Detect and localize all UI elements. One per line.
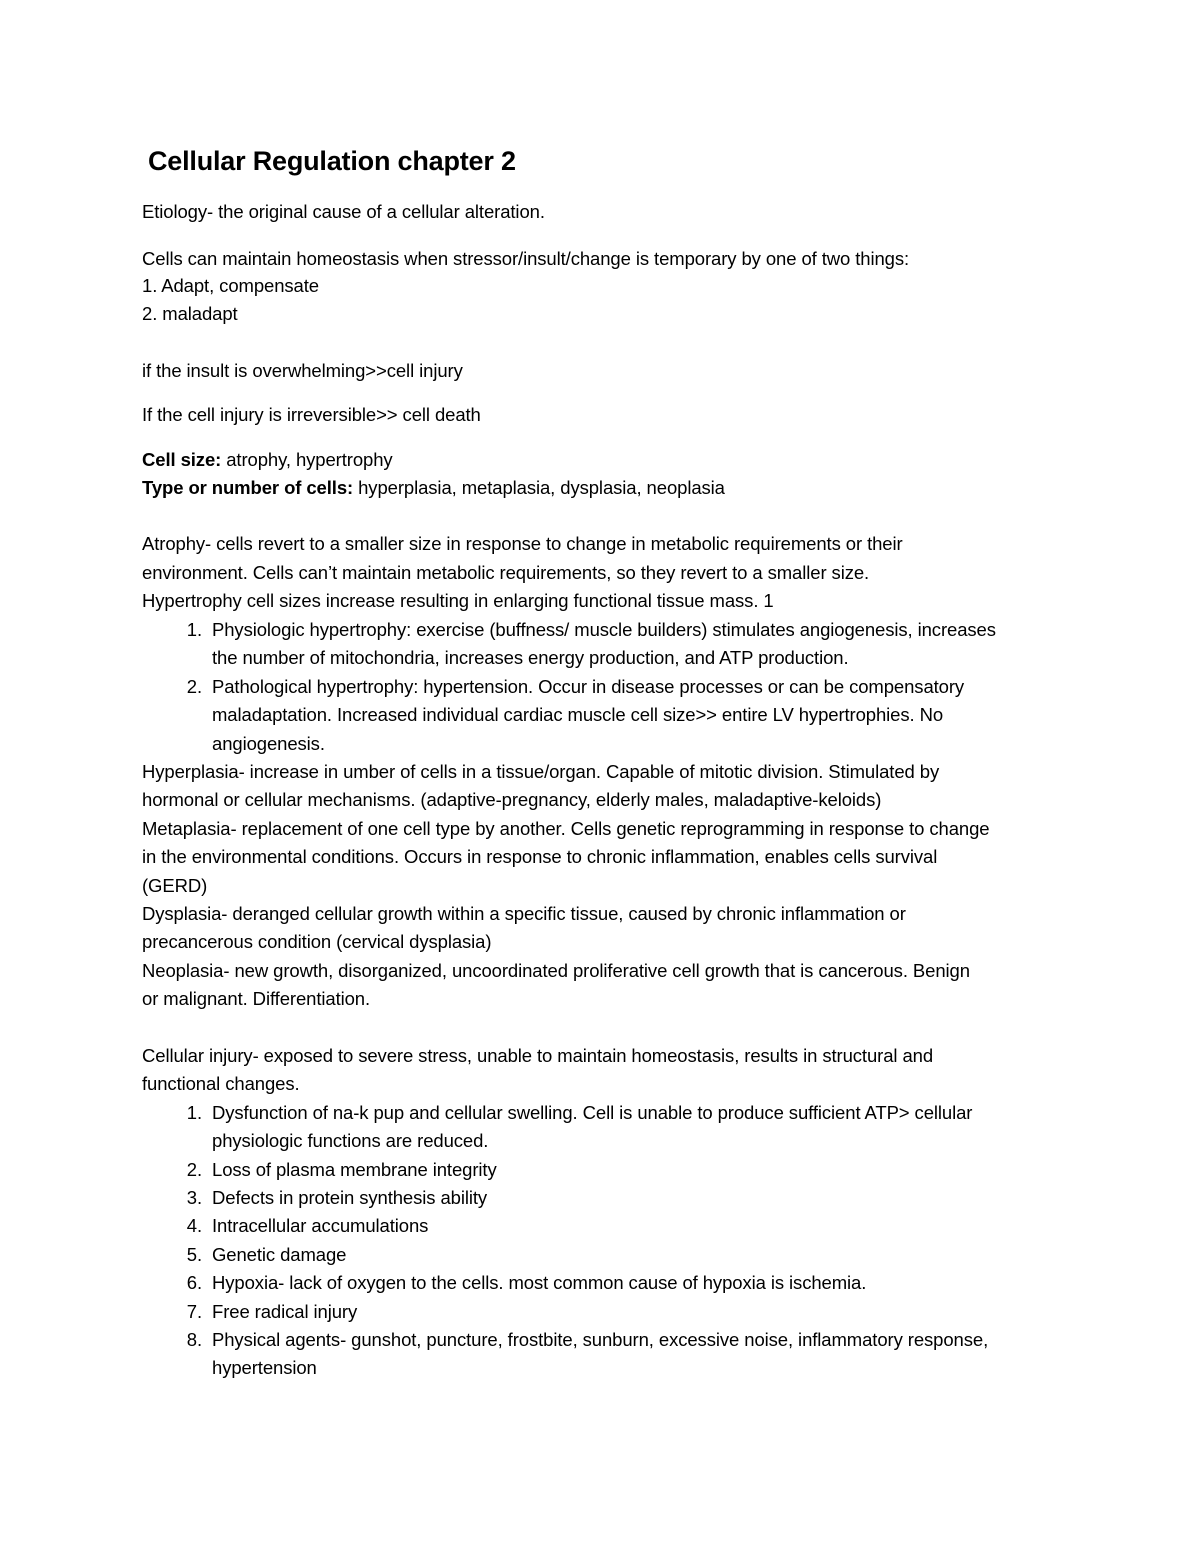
document-title: Cellular Regulation chapter 2	[148, 146, 516, 176]
cell-type-line	[142, 477, 725, 499]
list-item: Pathological hypertrophy: hypertension. Occur in disease processes or can be compensatory	[212, 676, 965, 697]
definition-line: Metaplasia- replacement of one cell type by another. Cells genetic reprogramming in response to change	[142, 818, 990, 839]
death-line: If the cell injury is irreversible>> cell death	[142, 404, 481, 425]
list-item: physiologic functions are reduced.	[212, 1130, 489, 1151]
list-number: 8.	[186, 1329, 202, 1350]
list-item: the number of mitochondria, increases energy production, and ATP production.	[212, 647, 849, 668]
list-number: 4.	[186, 1215, 202, 1236]
definition-line: Dysplasia- deranged cellular growth within a specific tissue, caused by chronic inflammation or	[142, 903, 906, 924]
list-item: Dysfunction of na-k pup and cellular swelling. Cell is unable to produce sufficient ATP> cellular	[212, 1102, 973, 1123]
injury-line: functional changes.	[142, 1073, 300, 1094]
list-number: 2.	[186, 1159, 202, 1180]
list-number: 1.	[186, 619, 202, 640]
cell-size-text: atrophy, hypertrophy	[221, 449, 393, 470]
list-item: Physical agents- gunshot, puncture, frostbite, sunburn, excessive noise, inflammatory response,	[212, 1329, 989, 1350]
definition-line: Hyperplasia- increase in umber of cells in a tissue/organ. Capable of mitotic division. Stimulated by	[142, 761, 940, 782]
homeostasis-option: 1. Adapt, compensate	[142, 275, 319, 296]
insult-line: if the insult is overwhelming>>cell injury	[142, 360, 463, 381]
definition-line: (GERD)	[142, 875, 208, 896]
list-number: 7.	[186, 1301, 202, 1322]
list-item: maladaptation. Increased individual cardiac muscle cell size>> entire LV hypertrophies. No	[212, 704, 944, 725]
homeostasis-option: 2. maladapt	[142, 303, 238, 324]
list-number: 2.	[186, 676, 202, 697]
cell-type-label: Type or number of cells:	[142, 477, 354, 498]
list-item: Genetic damage	[212, 1244, 347, 1265]
atrophy-line: Atrophy- cells revert to a smaller size in response to change in metabolic requirements or their	[142, 533, 903, 554]
cell-type-text: hyperplasia, metaplasia, dysplasia, neoplasia	[353, 477, 725, 498]
definition-line: in the environmental conditions. Occurs in response to chronic inflammation, enables cells survival	[142, 846, 938, 867]
list-item: Loss of plasma membrane integrity	[212, 1159, 497, 1180]
list-item: Free radical injury	[212, 1301, 358, 1322]
list-item: Defects in protein synthesis ability	[212, 1187, 488, 1208]
homeostasis-intro: Cells can maintain homeostasis when stressor/insult/change is temporary by one of two things:	[142, 248, 910, 269]
definition-line: hormonal or cellular mechanisms. (adaptive-pregnancy, elderly males, maladaptive-keloids)	[142, 789, 882, 810]
list-number: 6.	[186, 1272, 202, 1293]
definition-line: or malignant. Differentiation.	[142, 988, 371, 1009]
list-item: Hypoxia- lack of oxygen to the cells. most common cause of hypoxia is ischemia.	[212, 1272, 867, 1293]
list-item: Intracellular accumulations	[212, 1215, 429, 1236]
list-number: 3.	[186, 1187, 202, 1208]
list-item: Physiologic hypertrophy: exercise (buffness/ muscle builders) stimulates angiogenesis, increases	[212, 619, 996, 640]
definition-line: Neoplasia- new growth, disorganized, uncoordinated proliferative cell growth that is cancerous. Benign	[142, 960, 970, 981]
list-item: angiogenesis.	[212, 733, 325, 754]
list-number: 1.	[186, 1102, 202, 1123]
injury-line: Cellular injury- exposed to severe stress, unable to maintain homeostasis, results in structural and	[142, 1045, 934, 1066]
definition-line: precancerous condition (cervical dysplasia)	[142, 931, 492, 952]
list-item: hypertension	[212, 1357, 317, 1378]
cell-size-label: Cell size:	[142, 449, 222, 470]
list-number: 5.	[186, 1244, 202, 1265]
atrophy-line: environment. Cells can’t maintain metabolic requirements, so they revert to a smaller size.	[142, 562, 870, 583]
etiology-definition: Etiology- the original cause of a cellular alteration.	[142, 201, 545, 222]
cell-size-line	[142, 449, 393, 471]
hypertrophy-line: Hypertrophy cell sizes increase resulting in enlarging functional tissue mass. 1	[142, 590, 774, 611]
